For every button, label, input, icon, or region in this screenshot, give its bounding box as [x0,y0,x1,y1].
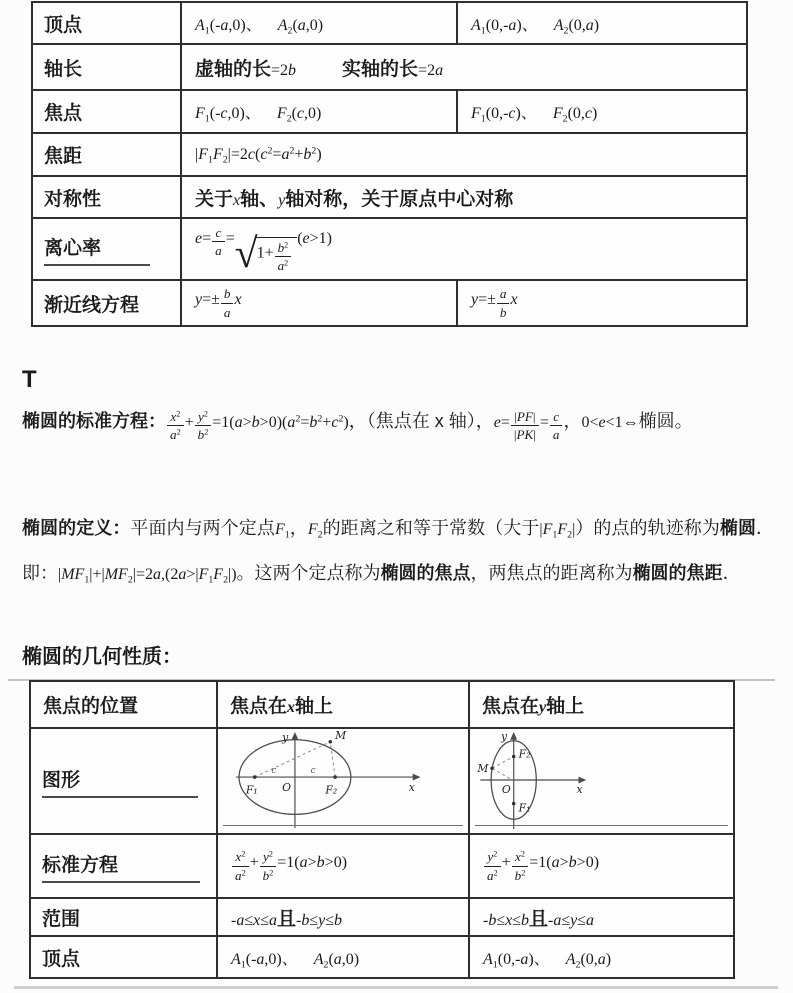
row-label-eccentricity: 离心率 [32,218,181,280]
dashed-f1-m [255,742,331,777]
ellipse-geometry-heading: 椭圆的几何性质： [22,646,182,668]
focus-1-dot [253,775,257,779]
dashed-f2-m [330,742,335,777]
figure-label-x: x [408,780,415,794]
scan-artifact-bottom-line [14,986,778,989]
row-label-symmetry: 对称性 [32,176,181,218]
vertices-y-cell: $A_1(0,-a)$、 $A_2(0,a)$ [457,2,747,44]
table-header-row [30,681,734,728]
asymptote-x-cell: y=± $\frac{b}{a}$ x [181,280,457,326]
figure-label-f1: F₁ [245,783,258,797]
standard-equation-x-cell: $\frac{x^2}{a^2}$ + $\frac{y^2}{b^2}$ =1(a>b>0) [217,834,469,898]
figure-label-o: O [282,780,292,794]
table-row-symmetry [32,176,747,218]
ellipse-definition-paragraph: 椭圆的定义：平面内与两个定点$F_1$，$F_2$的距离之和等于常数（大于$|F_1F_2|$）的点的轨迹称为椭圆．即：$|MF_1|+|MF_2|=2a,(2a>|F_1F_2|)$。这两个定点称为椭圆的焦点，两焦点的距离称为椭圆的焦距． [22,518,775,586]
row-label-foci: 焦点 [32,90,181,133]
vertices-y-cell: $A_1(0,-a)$、 $A_2(0,a)$ [469,936,734,978]
vertices-x-cell: $A_1(-a,0)$、 $A_2(a,0)$ [181,2,457,44]
hyperbola-properties-table [31,1,748,327]
section-heading-t: T [22,366,37,393]
point-m-dot [490,766,494,770]
table-row-range [30,898,734,936]
header-focus-on-y-axis: 焦点在y轴上 [469,681,734,728]
figure-label-y: y [500,729,508,743]
table-row-vertices [30,936,734,978]
row-label-vertices: 顶点 [32,2,181,44]
table-row-axis-length [32,44,747,90]
focus-1-dot [512,802,516,806]
row-label-figure: 图形 [30,728,217,834]
header-focus-on-x-axis: 焦点在x轴上 [217,681,469,728]
table-row-figure [30,728,734,834]
row-label-focal-distance: 焦距 [32,133,181,176]
row-label-asymptotes: 渐近线方程 [32,280,181,326]
point-m-dot [328,740,332,744]
table-row-vertices [32,2,747,44]
row-label-vertices: 顶点 [30,936,217,978]
figure-label-o: O [501,782,511,796]
y-axis-arrow-icon [292,732,299,740]
symmetry-cell: 关于x轴、y轴对称，关于原点中心对称 [181,176,747,218]
range-x-cell: -a≤x≤a且-b≤y≤b [217,898,469,936]
vertices-x-cell: $A_1(-a,0)$、 $A_2(a,0)$ [217,936,469,978]
row-label-range: 范围 [30,898,217,936]
figure-label-c2: c [310,766,316,777]
ellipse-figure-x-axis [217,728,469,834]
figure-label-x: x [576,782,583,796]
row-label-standard-equation: 标准方程 [30,834,217,898]
figure-label-f2: F₂ [325,783,338,797]
y-axis-arrow-icon [510,732,517,740]
ellipse-figure-y-axis [469,728,734,834]
focal-distance-cell: $|F_1F_2|=2c(c^2=a^2+b^2)$ [181,133,747,176]
table-row-asymptotes [32,280,747,326]
row-label-axis-length: 轴长 [32,44,181,90]
ellipse-properties-table [29,680,735,979]
standard-equation-y-cell: $\frac{y^2}{a^2}$ + $\frac{x^2}{b^2}$ =1(a>b>0) [469,834,734,898]
table-row-foci [32,90,747,133]
eccentricity-cell: e= $\frac{c}{a}$ = √ 1+ $\frac{b^2}{a^2}$ (e>1) [181,218,747,280]
foci-y-cell: $F_1(0,-c)$、 $F_2(0,c)$ [457,90,747,133]
figure-label-f2: F₂ [518,747,531,761]
axis-length-cell: 虚轴的长=2b 实轴的长=2a [181,44,747,90]
ellipse-diagram-vertical [470,729,734,833]
figure-label-m: M [477,762,489,776]
table-row-eccentricity [32,218,747,280]
focus-2-dot [333,775,337,779]
ellipse-diagram-horizontal [218,729,469,833]
ellipse-standard-equation-paragraph: 椭圆的标准方程： $\frac{x^2}{a^2}$ + $\frac{y^2}{b^2}$ $=1(a>b>0)(a^2=b^2+c^2)$，（焦点在 x 轴），e= $\frac{|PF|}{|PK|}$ = $\frac{c}{a}$ ，0<e<1⇔椭圆。 [22,409,693,443]
dashed-m-o [492,768,514,781]
asymptote-y-cell: y=± $\frac{a}{b}$ x [457,280,747,326]
figure-label-c1: c [271,766,277,777]
table-row-standard-equation [30,834,734,898]
x-axis-arrow-icon [413,774,421,781]
focus-2-dot [512,755,516,759]
figure-label-y: y [282,730,289,744]
figure-label-f1: F₁ [518,801,531,815]
header-focus-position: 焦点的位置 [30,681,217,728]
figure-label-m: M [335,729,347,742]
range-y-cell: -b≤x≤b且-a≤y≤a [469,898,734,936]
table-row-focal-distance [32,133,747,176]
foci-x-cell: $F_1(-c,0)$、 $F_2(c,0)$ [181,90,457,133]
